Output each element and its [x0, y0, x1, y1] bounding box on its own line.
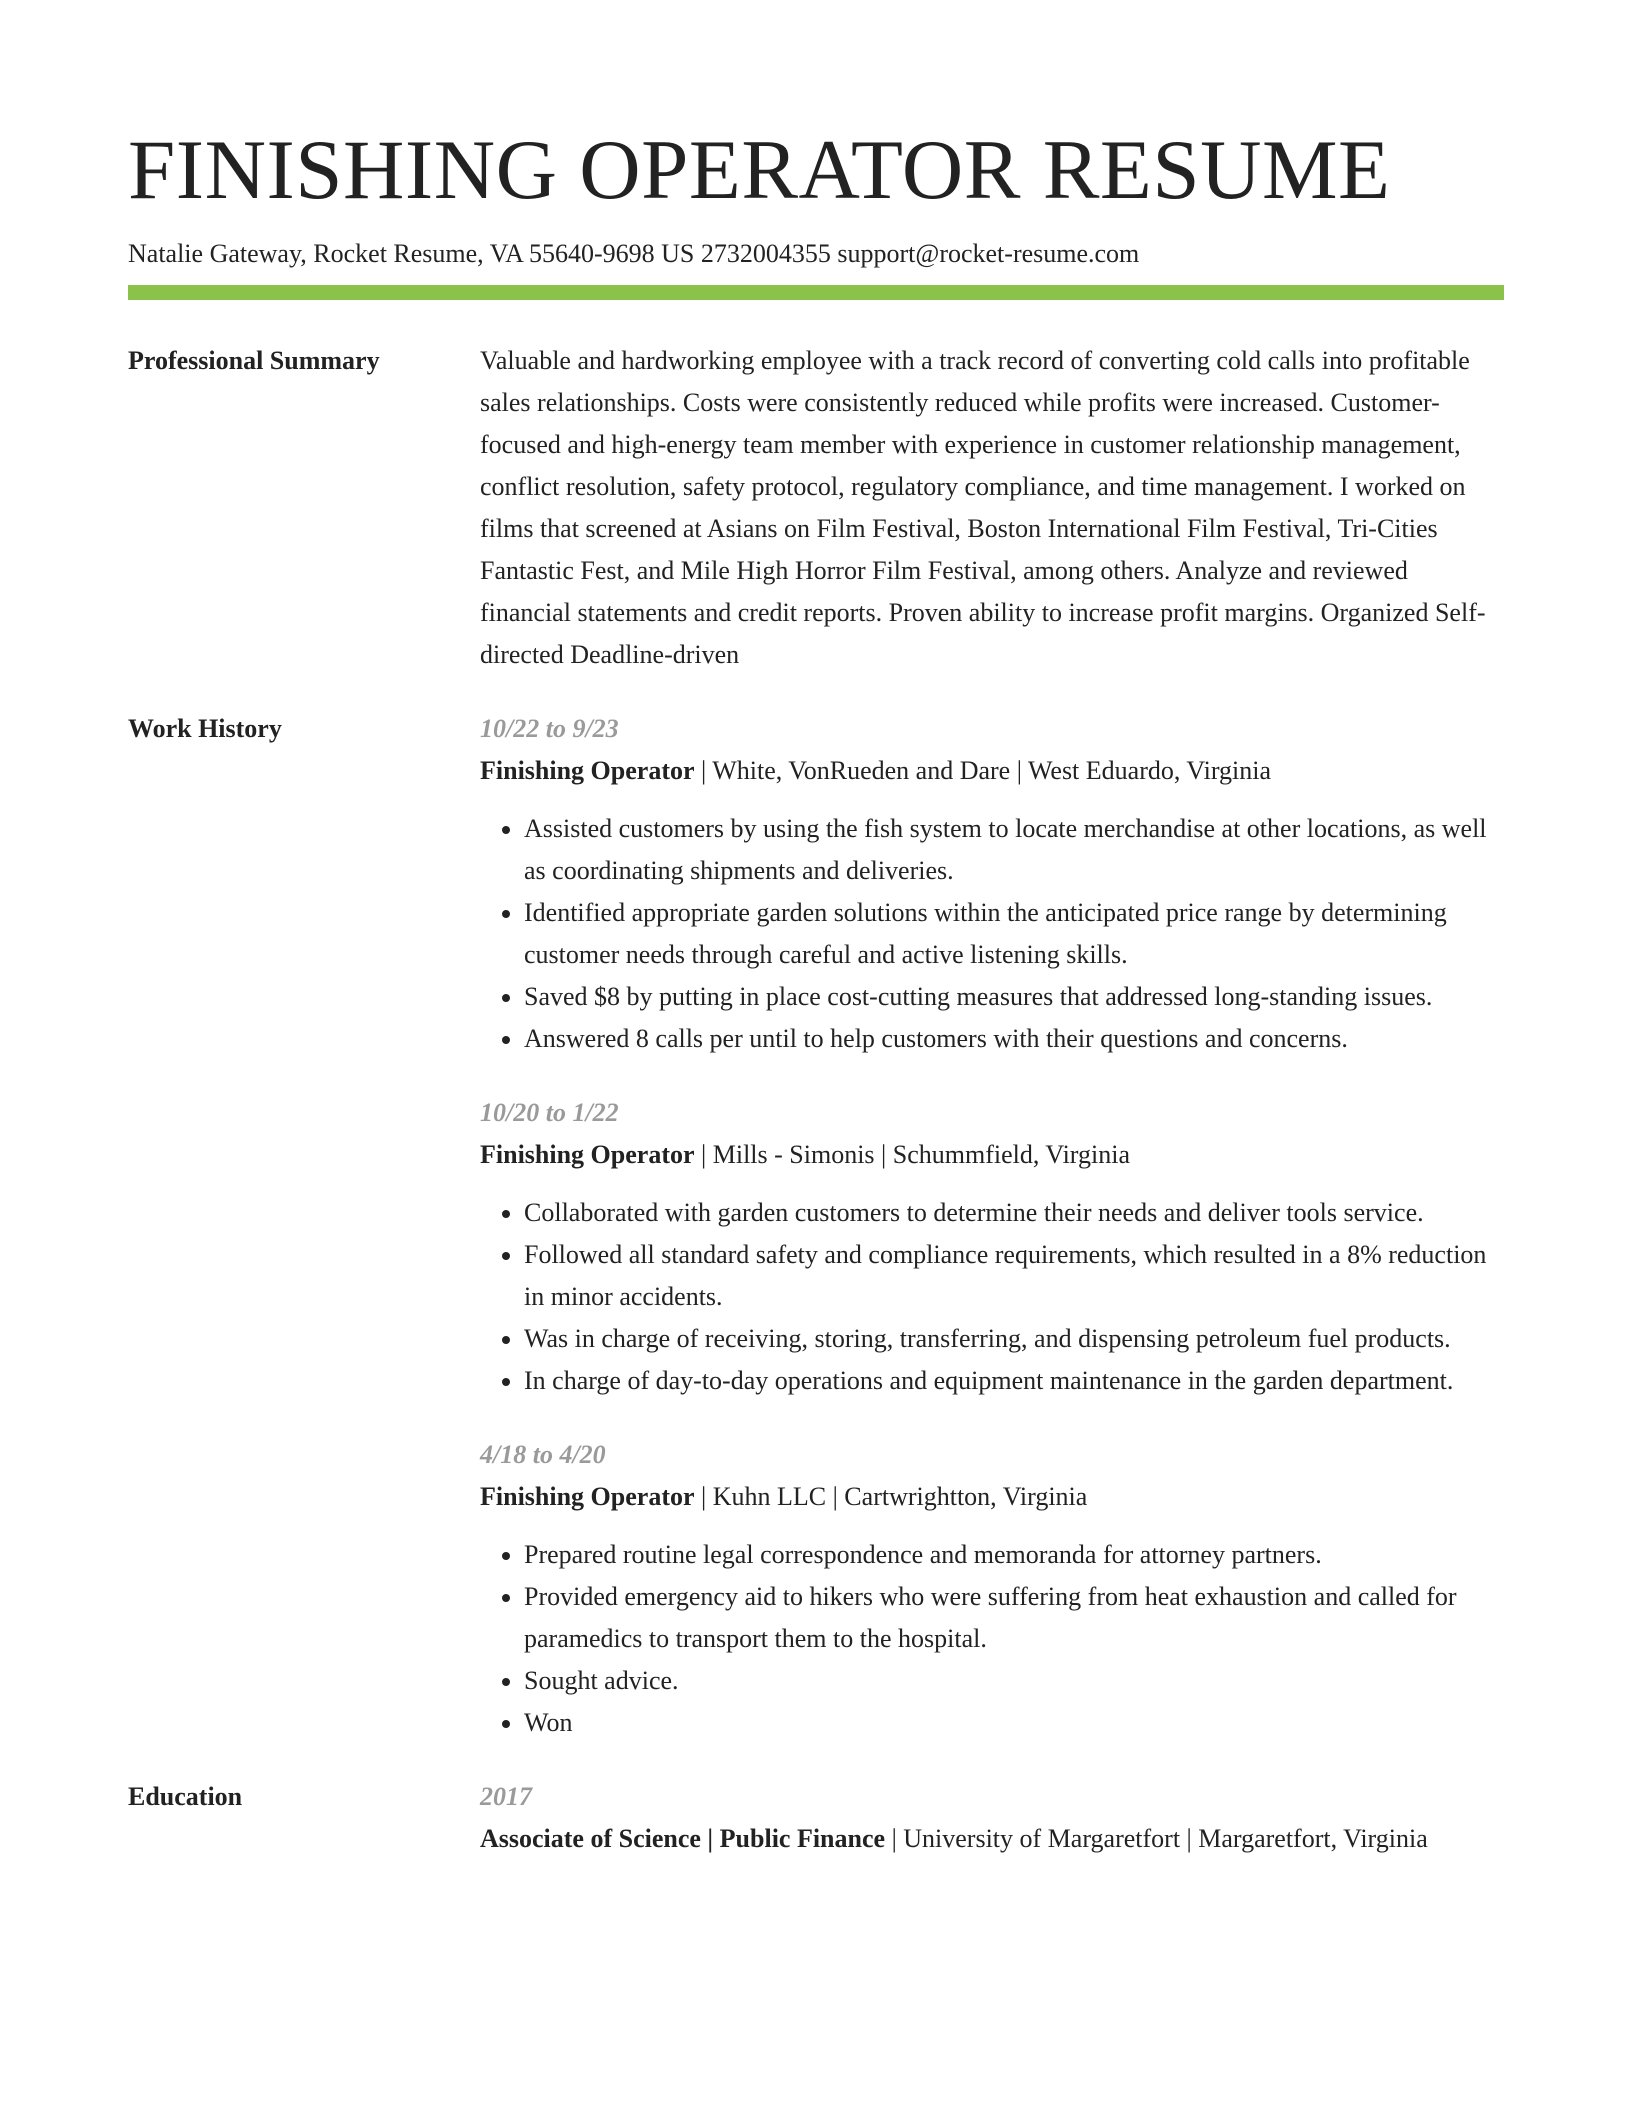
list-item: • Saved $8 by putting in place cost-cutting measures that addressed long-standing issues.: [524, 976, 1504, 1018]
list-item: • Sought advice.: [524, 1660, 1504, 1702]
list-item: • Was in charge of receiving, storing, transferring, and dispensing petroleum fuel products.: [524, 1318, 1504, 1360]
education-line: [480, 1818, 1504, 1860]
job-title: Finishing Operator: [480, 755, 695, 785]
job-role-line: [480, 1476, 1504, 1518]
work-history-section: [128, 708, 1504, 1744]
education-degree: Associate of Science | Public Finance: [480, 1823, 886, 1853]
education-year: 2017: [480, 1781, 532, 1811]
job-bullets: [480, 1192, 1504, 1402]
job-dates: 4/18 to 4/20: [480, 1439, 606, 1469]
work-history-body: [480, 708, 1504, 1744]
job-dates: 10/20 to 1/22: [480, 1097, 619, 1127]
education-heading: Education: [128, 1781, 243, 1811]
job-dates: 10/22 to 9/23: [480, 713, 619, 743]
job-title: Finishing Operator: [480, 1481, 695, 1511]
resume-title: FINISHING OPERATOR RESUME: [128, 123, 1391, 217]
summary-heading: Professional Summary: [128, 345, 380, 375]
accent-divider: [128, 285, 1504, 300]
education-school: | University of Margaretfort | Margaretfort, Virginia: [885, 1823, 1428, 1853]
resume-page: [128, 118, 1504, 1860]
job-role-line: [480, 750, 1504, 792]
job-entry: [480, 1434, 1504, 1744]
job-title: Finishing Operator: [480, 1139, 695, 1169]
job-employer: | Mills - Simonis | Schummfield, Virginia: [694, 1139, 1130, 1169]
list-item: • Answered 8 calls per until to help customers with their questions and concerns.: [524, 1018, 1504, 1060]
list-item: • In charge of day-to-day operations and equipment maintenance in the garden department.: [524, 1360, 1504, 1402]
job-employer: | White, VonRueden and Dare | West Eduardo, Virginia: [694, 755, 1272, 785]
list-item: • Prepared routine legal correspondence and memoranda for attorney partners.: [524, 1534, 1504, 1576]
list-item: • Won: [524, 1702, 1504, 1744]
job-employer: | Kuhn LLC | Cartwrightton, Virginia: [694, 1481, 1088, 1511]
summary-body: [480, 340, 1504, 676]
contact-line: Natalie Gateway, Rocket Resume, VA 55640-9698 US 2732004355 support@rocket-resume.com: [128, 239, 1140, 268]
education-body: [480, 1776, 1504, 1860]
list-item: • Identified appropriate garden solutions within the anticipated price range by determining customer needs through careful and active listening skills.: [524, 892, 1504, 976]
list-item: • Collaborated with garden customers to determine their needs and deliver tools service.: [524, 1192, 1504, 1234]
job-entry: [480, 1092, 1504, 1402]
job-bullets: [480, 1534, 1504, 1744]
job-bullets: [480, 808, 1504, 1060]
job-entry: [480, 708, 1504, 1060]
education-section: [128, 1776, 1504, 1860]
summary-section: [128, 340, 1504, 676]
list-item: • Provided emergency aid to hikers who were suffering from heat exhaustion and called for paramedics to transport them to the hospital.: [524, 1576, 1504, 1660]
list-item: • Followed all standard safety and compliance requirements, which resulted in a 8% reduction in minor accidents.: [524, 1234, 1504, 1318]
list-item: • Assisted customers by using the fish system to locate merchandise at other locations, as well as coordinating shipments and deliveries.: [524, 808, 1504, 892]
work-history-heading: Work History: [128, 713, 282, 743]
job-role-line: [480, 1134, 1504, 1176]
summary-text: Valuable and hardworking employee with a track record of converting cold calls into profitable sales relationships. Costs were consistently reduced while profits were increased. Customer-focused and high-energy team member with experience in customer relationship management, conflict resolution, safety protocol, regulatory compliance, and time management. I worked on films that screened at Asians on Film Festival, Boston International Film Festival, Tri-Cities Fantastic Fest, and Mile High Horror Film Festival, among others. Analyze and reviewed financial statements and credit reports. Proven ability to increase profit margins. Organized Self-directed Deadline-driven: [480, 345, 1486, 669]
